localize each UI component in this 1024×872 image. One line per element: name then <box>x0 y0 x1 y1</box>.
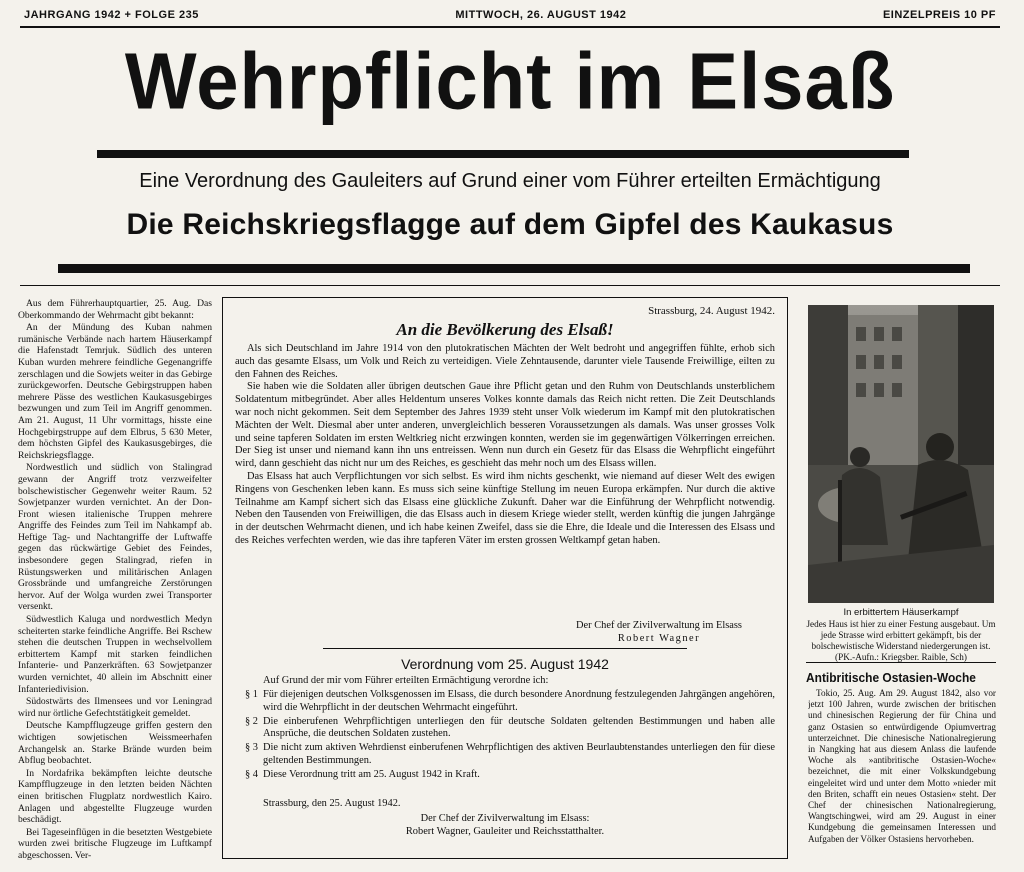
headline-rule <box>97 150 909 158</box>
proclamation-title: An die Bevölkerung des Elsaß! <box>396 320 614 339</box>
decree-signature <box>223 812 787 838</box>
issue-price: EINZELPREIS 10 PF <box>882 9 996 21</box>
report-paragraph: Aus dem Führerhauptquartier, 25. Aug. Das Oberkommando der Wehrmacht gibt bekannt: <box>18 298 212 321</box>
report-paragraph: Deutsche Kampfflugzeuge griffen gestern den wichtigen sowjetischen Weissmeerhafen Archangelsk an. Starke Brände wurden beim Abflug beobachtet. <box>18 720 212 767</box>
issue-date: MITTWOCH, 26. AUGUST 1942 <box>455 9 627 21</box>
decree-sections <box>245 689 775 783</box>
proclamation-text <box>235 343 775 548</box>
newspaper-header-bar <box>24 6 996 24</box>
ostasien-article-title: Antibritische Ostasien-Woche <box>806 670 976 685</box>
section-number: § 4 <box>245 768 258 780</box>
report-paragraph: Nordwestlich und südlich von Stalingrad gewann der Angriff trotz verzweifelter bolschewistischer Gegenwehr weiter Raum. 52 Sowjetpanzer wurden vernichtet. An der Don-Front wiesen italienische Truppen mehrere Angriffe des Feindes zum Teil im Nahkampf ab. Heftige Tag- und Nachtangriffe der Luftwaffe gegen das rückwärtige Gebiet des Feindes, insbesondere gegen Stalingrad, riefen in Rüstungswerken und militärischen Anlagen Grossbrände und umfangreiche Zerstörungen hervor. Auf der Wolga wurden zwei Transporter versenkt. <box>18 462 212 613</box>
right-column-rule <box>806 662 996 663</box>
photo-illustration <box>808 305 994 603</box>
section-text: Für diejenigen deutschen Volksgenossen im Elsass, die durch besondere Anordnung festzulegenden Jahrgängen angehören, wird die Wehrpflicht in der deutschen Wehrmacht eingeführt. <box>263 689 775 713</box>
proclamation-paragraph: Das Elsass hat auch Verpflichtungen vor sich selbst. Es wird ihm nichts geschenkt, wie niemand auf dieser Welt des ewigen Ringens von Geschenken leben kann. Es muss sich seine künftige Stellung im neuen Europa erkämpfen. Nur durch die aktive Teilnahme am Kampf sichert sich das Elsass eine glückliche Zukunft. Daher war die Einführung der Wehrpflicht notwendig. Neben den Tausenden von Freiwilligen, die das Elsass auch in diesem Kriege wieder stellt, werden künftig die jungen Jahrgänge in der deutschen Wehrmacht dienen, und ich habe keinen Zweifel, dass sie die Ehre, die Ideale und die Interessen des Elsass und des Reiches verfechten werden, wie das ihre tapferen Väter im ersten grossen Weltkampf getan haben. <box>235 470 775 546</box>
section-number: § 1 <box>245 689 258 700</box>
decree-signature-name: Robert Wagner, Gauleiter und Reichsstatthalter. <box>405 826 605 837</box>
wehrmacht-report-column <box>18 298 212 872</box>
ostasien-article-text: Tokio, 25. Aug. Am 29. August 1842, also vor jetzt 100 Jahren, wurde zwischen der britischen und chinesischen Regierung der für China und ganz Ostasien so entwürdigende Opiumvertrag unterzeichnet. Die chinesische Nationalregierung in Nangking hat aus diesem Anlass die laufende Woche als »antibritische Ostasien-Woche« bezeichnet, die mit einer Volkskundgebung eingeleitet wird und unter dem Motto »nieder mit den Briten, schafft ein neues Ostasien« steht. Der Chef der chinesischen Nationalregierung, Wangtschingwei, wird am 29. August in einer Kundgebung die gemeinsamen Interessen und Aufgaben der Völker Ostasiens hervorheben. <box>808 688 996 844</box>
photo-caption: Jedes Haus ist hier zu einer Festung ausgebaut. Um jede Strasse wird erbittert gekämpft, bis der bolschewistische Widerstand niedergerungen ist. (PK.-Aufn.: Kriegsber. Raible, Sch) <box>806 619 996 662</box>
street-fighting-photo <box>808 305 994 603</box>
subheadline: Eine Verordnung des Gauleiters auf Grund einer vom Führer erteilten Ermächtigung <box>139 170 881 192</box>
decree-section <box>245 742 775 768</box>
report-paragraph: An der Mündung des Kuban nahmen rumänische Verbände nach hartem Häuserkampf die Hafenstadt Temrjuk. Südlich des unteren Kuban wurden mehrere feindliche Gegenangriffe zerschlagen und die Sowjets weiter in das Gebirge zurückgeworfen. Deutsche Gebirgstruppen haben mehrere Pässe des westlichen Kaukasusgebirges bezwungen und zum Teil im Angriff genommen. Am 21. August, 11 Uhr vormittags, hisste eine Hochgebirgstruppe auf dem Elbrus, 5 630 Meter, dem höchsten Gipfel des Kaukasusgebirges, die Reichskriegsflagge. <box>18 322 212 461</box>
issue-number: JAHRGANG 1942 + FOLGE 235 <box>24 9 199 21</box>
decree-section <box>245 689 775 715</box>
decree-intro: Auf Grund der mir vom Führer erteilten Ermächtigung verordne ich: <box>263 675 549 686</box>
section-number: § 3 <box>245 742 258 754</box>
proclamation-paragraph: Sie haben wie die Soldaten aller übrigen deutschen Gaue ihre Pflicht getan und den Ruhm von Deutschlands unsterblichem Soldatentum mitbegründet. Aber alles Heldentum unseres Volkes konnte damals das Reich nicht retten. Die Zeit Deutschlands war noch nicht gekommen. Seit dem September des Jahres 1939 steht unser Volk wiederum im Kampf mit den plutokratischen Mächten der Welt. Diesmal aber unter anderen, unvergleichlich besseren Voraussetzungen als damals. Was unser grosses Volk und seine tapferen Soldaten im ersten Weltkrieg nicht erzwingen konnten, werden sie im gegenwärtigen Völkerringen erreichen. Der Sieg ist unser und niemand kann ihn uns entreissen. Wenn nun durch ein Gesetz für das Elsass die Wehrpflicht eingeführt wird, dann geschieht das nicht nur um des Reiches, es geschieht das mehr noch um des Elsass willen. <box>235 381 775 470</box>
proclamation-paragraph: Als sich Deutschland im Jahre 1914 von den plutokratischen Mächten der Welt bedroht und angegriffen fühlte, erhob sich auch das gesamte Elsass, um Volk und Reich zu verteidigen. Viele Zehntausende, darunter viele Tausende Freiwillige, eilten zu den Fahnen des Reiches. <box>235 343 775 380</box>
photo-caption-title: In erbittertem Häuserkampf <box>843 607 959 618</box>
section-rule <box>20 285 1000 286</box>
main-headline: Wehrpflicht im Elsaß <box>124 36 896 127</box>
proclamation-signature <box>549 620 769 646</box>
decree-section <box>245 716 775 742</box>
decree-section <box>245 769 775 782</box>
header-rule <box>20 26 1000 28</box>
signature-name: Robert Wagner <box>617 632 701 644</box>
section-text: Die einberufenen Wehrpflichtigen unterliegen den für deutsche Soldaten geltenden Bestimmungen und haben alle Ansprüche, die deutschen Soldaten zustehen. <box>263 715 775 740</box>
proclamation-box <box>222 297 788 859</box>
section-number: § 2 <box>245 715 258 727</box>
proclamation-dateline: Strassburg, 24. August 1942. <box>648 305 775 317</box>
secondary-headline-rule <box>58 264 970 273</box>
report-paragraph: In Nordafrika bekämpften leichte deutsche Kampfflugzeuge in den letzten beiden Nächten einen britischen Flugplatz nordwestlich Kairo. Anlagen und abgestellte Flugzeuge wurden beschädigt. <box>18 767 212 826</box>
signature-title: Der Chef der Zivilverwaltung im Elsass <box>576 620 742 631</box>
decree-title: Verordnung vom 25. August 1942 <box>401 656 609 672</box>
report-paragraph: Bei Tageseinflügen in die besetzten Westgebiete wurden zwei britische Flugzeuge im Luftkampf abgeschossen. Ver- <box>18 826 212 861</box>
secondary-headline: Die Reichskriegsflagge auf dem Gipfel des Kaukasus <box>126 208 894 241</box>
section-text: Diese Verordnung tritt am 25. August 1942 in Kraft. <box>263 768 480 780</box>
decree-place-date: Strassburg, den 25. August 1942. <box>263 798 401 809</box>
decree-divider <box>323 648 687 649</box>
report-paragraph: Südostwärts des Ilmensees und vor Leningrad wird nur örtliche Gefechtstätigkeit gemeldet. <box>18 696 212 719</box>
decree-signature-title: Der Chef der Zivilverwaltung im Elsass: <box>420 813 590 824</box>
report-paragraph: Südwestlich Kaluga und nordwestlich Medyn scheiterten starke feindliche Angriffe. Bei Rschew stehen die deutschen Truppen in wechselvollem erbittertem Kampf mit starken feindlichen Infanterie- und Panzerkräften. 63 Sowjetpanzer wurden vernichtet, 40 allein im Abschnitt einer Infanteriedivision. <box>18 614 212 695</box>
section-text: Die nicht zum aktiven Wehrdienst einberufenen Wehrpflichtigen des aktiven Beurlaubtenstandes unterliegen den für diese geltenden Bestimmungen. <box>263 742 775 766</box>
